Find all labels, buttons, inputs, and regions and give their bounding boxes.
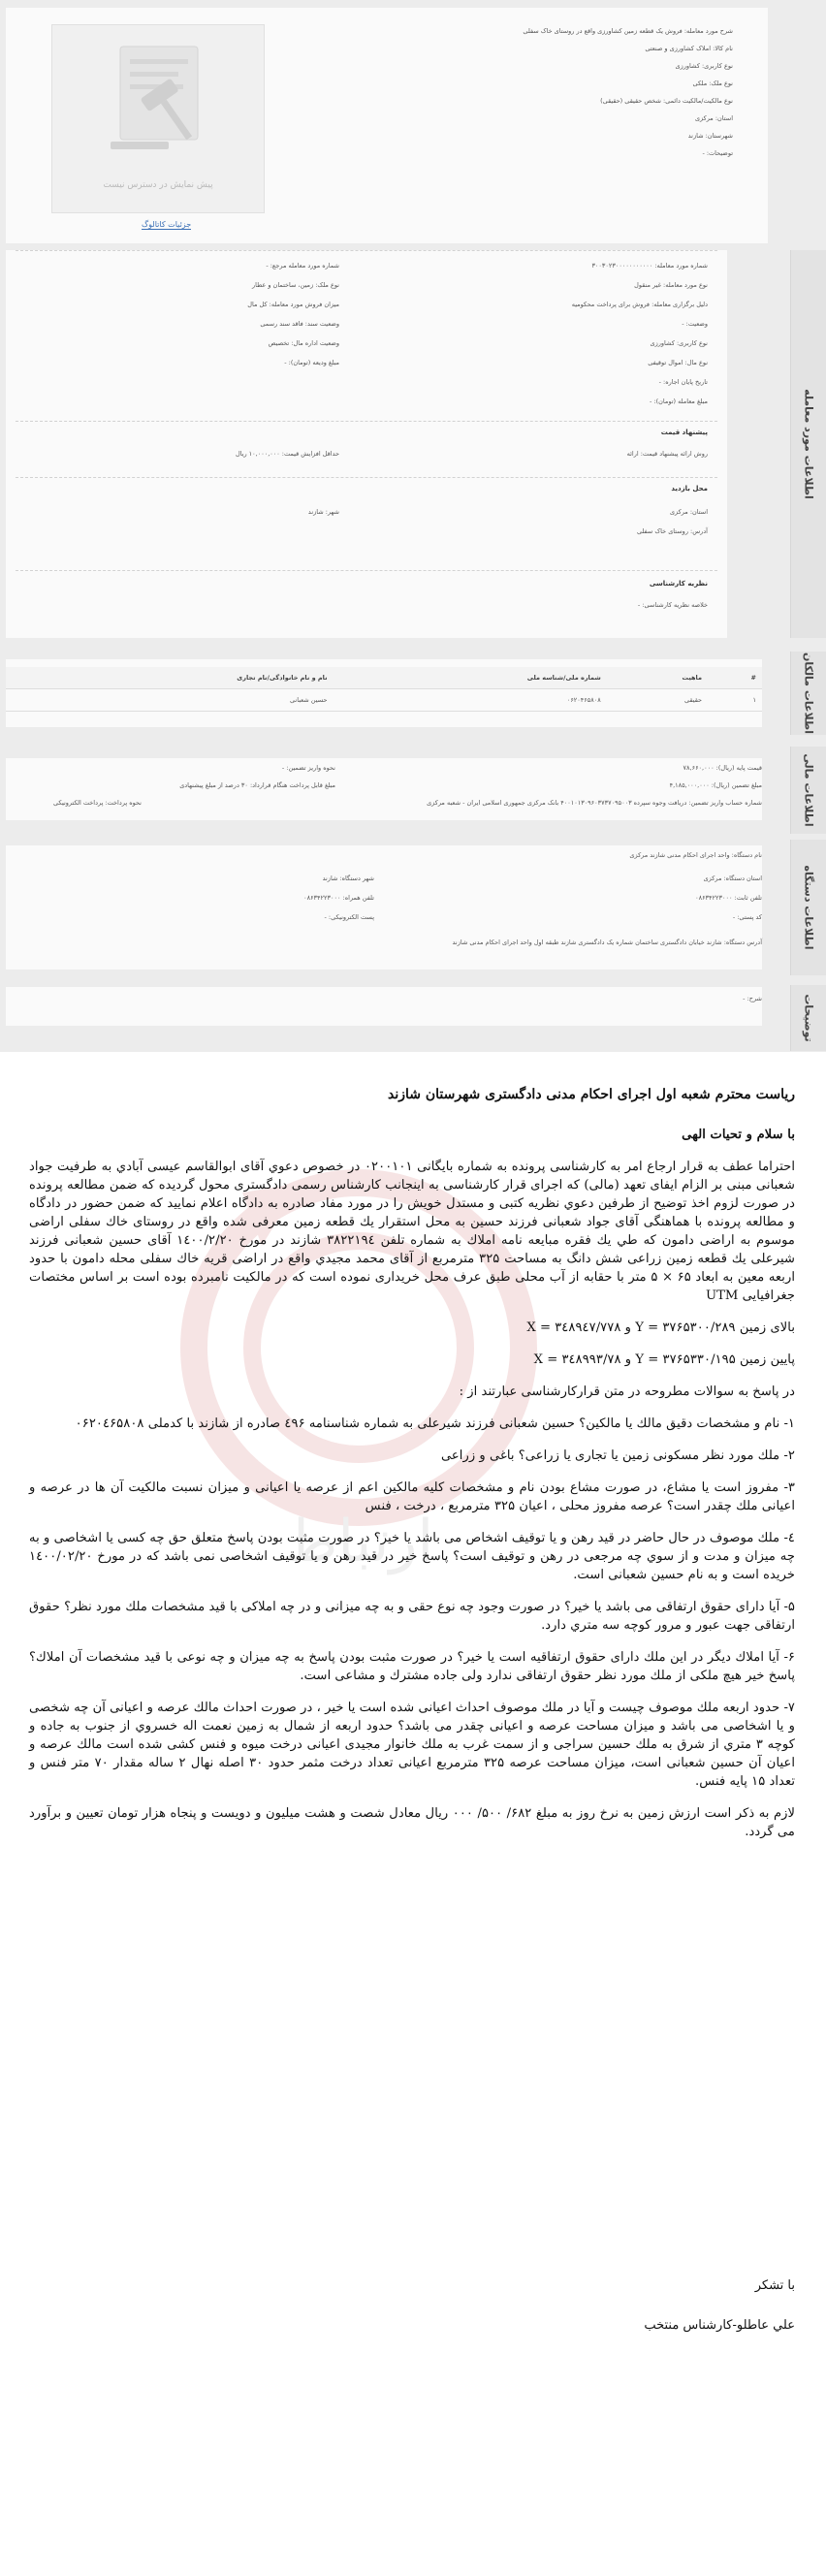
- detail-line: نوع کاربری: کشاورزی: [675, 62, 733, 70]
- detail-line: توضیحات: -: [702, 149, 733, 157]
- expert-section-title: نظریه کارشناسی: [649, 580, 708, 588]
- answer-7: ۷- حدود اربعه ملك موصوف چیست و آیا در ملك موصوف احداث اعیانی شده است یا خیر ، در صورت احداث مالك عرصه و اعیانی آن چه شخصی و یا اشخاصی می باشد و میزان مساحت عرصه و اعیانی چقدر می باشد؟ حدود اربعه از شمال به زمین نعمت اله خسروي از جنوب به جاده و کوچه ۳ متري از شرق به ملك حسین سراجی و از سمت غرب به ملك خانوار مجیدی اعیانی درخت میوه و فنس کشی شده است مالك عرصه و اعیان آن حسین شعبانی است، میزان مساحت عرصه ۳۲۵ مترمربع اعیانی تعداد درخت مثمر حدود ۳۰ اصله نهال ۲ ساله مقدار ۷۰ متر فنس و تعداد ۱۵ پایه فنس.: [29, 1701, 795, 1789]
- answer-3: ۳- مفروز است یا مشاع، در صورت مشاع بودن نام و مشخصات کلیه مالکین اعم از عرصه یا اعیانی و میزان نسبت مالکیت آن ها در عرصه و اعیانی ملك چقدر است؟ عرصه مفروز محلی ، اعیان ۳۲۵ مترمربع ، درخت ، فنس: [29, 1480, 795, 1513]
- deal-field: نوع ملک: زمین، ساختمان و عطار: [251, 281, 339, 289]
- signature-block: [29, 2278, 795, 2358]
- agency-email: پست الکترونیکی: -: [324, 913, 374, 921]
- deal-field: مبلغ ودیعه (تومان): -: [284, 359, 339, 366]
- auction-details-panel: [0, 0, 826, 1052]
- owners-col-national-id: شماره ملی/شناسه ملی: [334, 667, 607, 689]
- agency-name: نام دستگاه: واحد اجرای احکام مدنی شازند مرکزی: [629, 851, 762, 859]
- deal-field: نوع کاربری: کشاورزی: [650, 339, 708, 347]
- finance-contract-payment: مبلغ قابل پرداخت هنگام قرارداد: ۳۰ درصد از مبلغ پیشنهادی: [179, 781, 335, 789]
- tab-agency[interactable]: اطلاعات دستگاه: [790, 840, 826, 975]
- answer-1: ۱- نام و مشخصات دقیق مالك یا مالکین؟ حسین شعبانی فرزند شیرعلی به شماره شناسنامه ٤۹۶ صادره از شازند با کدملی ۰۶۲۰٤۶۵۸۰۸: [75, 1416, 795, 1431]
- tab-owners[interactable]: اطلاعات مالکان: [790, 652, 826, 735]
- agency-city: شهر دستگاه: شازند: [322, 875, 374, 882]
- owners-col-name: نام و نام خانوادگی/نام تجاری: [6, 667, 334, 689]
- agency-province: استان دستگاه: مرکزی: [703, 875, 762, 882]
- detail-line: نام کالا: املاک کشاورزی و صنعتی: [645, 45, 733, 52]
- letter-greeting: با سلام و تحیات الهی: [682, 1128, 795, 1142]
- tab-finance[interactable]: اطلاعات مالی: [790, 747, 826, 834]
- owners-col-type: ماهیت: [607, 667, 708, 689]
- coordinate-bottom: پایین زمین ۳۷۶۵۳۳۰/۱۹۵ = Y و ۳٤۸۹۹۳/۷۸ = X: [533, 1352, 795, 1367]
- deal-field: تاریخ پایان اجاره: -: [658, 378, 708, 386]
- agency-card: [6, 845, 762, 970]
- detail-line: نوع مالکیت/مالکیت دائمی: شخص حقیقی (حقیقی): [600, 97, 733, 105]
- image-unavailable-caption: پیش نمایش در دسترس نیست: [103, 180, 213, 190]
- visit-city: شهر: شازند: [307, 508, 339, 516]
- signer-name: علي عاطلو-کارشناس منتخب: [644, 2318, 795, 2333]
- visit-province: استان: مرکزی: [669, 508, 708, 516]
- owners-table: [6, 667, 762, 712]
- agency-address: آدرس دستگاه: شازند خیابان دادگستری ساختمان شماره یک دادگستری شازند طبقه اول واحد اجرای احکام مدنی شازند: [452, 938, 762, 946]
- owners-card: [6, 659, 762, 727]
- detail-line: استان: مرکزی: [694, 114, 733, 122]
- table-row: ۱ حقیقی ۰۶۲۰۴۶۵۸۰۸ حسین شعبانی: [6, 689, 762, 712]
- answers-intro: در پاسخ به سوالات مطروحه در متن قرارکارشناسی عبارتند از :: [459, 1384, 795, 1399]
- expert-file: خلاصه نظریه کارشناسی: -: [637, 601, 708, 609]
- detail-line: نوع ملک: ملکی: [692, 80, 733, 87]
- agency-mobile: تلفن همراه: ۰۸۶۳۴۲۲۳۰۰۰: [303, 894, 374, 902]
- detail-line: شرح مورد معامله: فروش یک قطعه زمین کشاورزی واقع در روستای خاک سفلی: [523, 27, 733, 35]
- tab-deal-info[interactable]: اطلاعات مورد معامله: [790, 250, 826, 638]
- notes-text: شرح: -: [743, 995, 762, 1002]
- deal-field: مبلغ معامله (تومان): -: [650, 398, 708, 405]
- deal-field: دلیل برگزاری معامله: فروش برای پرداخت محکومیه: [571, 301, 708, 308]
- letter-title: ریاست محترم شعبه اول اجرای احکام مدنی دادگستری شهرستان شازند: [387, 1087, 795, 1102]
- offer-min-increase: حداقل افزایش قیمت: ۱۰,۰۰۰,۰۰۰ ریال: [235, 450, 339, 458]
- catalog-details-button[interactable]: جزئیات کاتالوگ: [142, 220, 192, 229]
- answer-4: ٤- ملك موصوف در حال حاضر در قید رهن و یا توقیف اشخاص می باشد یا خیر؟ در صورت مثبت بودن پاسخ متعلق حق چه کسی یا اشخاصی و به چه میزان و مدت و از سوي چه مرجعی در رهن و توقیف است؟ پاسخ خیر در قید رهن و یا توقیف اشخاصی نمی باشد که در مورخ ۱٤۰۰/۰۲/۲۰ خریده است و به نام حسین شعبانی است.: [29, 1531, 795, 1582]
- image-placeholder: [51, 24, 265, 213]
- answer-6: ۶- آیا املاك دیگر در این ملك دارای حقوق ارتفاقیه است یا خیر؟ در صورت مثبت بودن پاسخ به چه میزان و چه نوعی با قید مشخصات آن املاك؟ پاسخ خیر هیچ ملکی از ملك مورد نظر حقوق ارتفاقی ندارد ولی جاده مشترك و مشاعی است.: [29, 1650, 795, 1683]
- deal-field: نوع مورد معامله: غیر منقول: [634, 281, 708, 289]
- deal-field: وضعیت سند: فاقد سند رسمی: [260, 320, 339, 328]
- svg-text:ارتباط: ارتباط: [283, 1508, 434, 1575]
- answer-2: ۲- ملك مورد نظر مسکونی زمین یا تجاری یا زراعی؟ باغی و زراعی: [440, 1448, 795, 1463]
- visit-section-title: محل بازدید: [671, 485, 708, 493]
- coordinate-top: بالای زمین ۳۷۶۵۳۰۰/۲۸۹ = Y و ۳٤۸۹٤۷/۷۷۸ = X: [526, 1320, 795, 1335]
- deal-field: شماره مورد معامله: ۳۰۰۳۰۲۳۰۰۰۰۰۰۰۰۰۰۰: [591, 262, 708, 270]
- visit-address: آدرس: روستای خاک سفلی: [636, 527, 708, 535]
- expert-report-letter: [29, 1086, 795, 1855]
- deal-info-card: [6, 250, 727, 638]
- owners-col-index: #: [708, 667, 762, 689]
- agency-postal-code: کد پستی: -: [732, 913, 762, 921]
- valuation-conclusion: لازم به ذکر است ارزش زمین به نرخ روز به مبلغ ۶۸۲/ ۵۰۰/ ۰۰۰ ریال معادل شصت و هشت میلیون و دویست و پنجاه هزار تومان تعیین و برآورد می گردد.: [29, 1806, 796, 1839]
- offer-section-title: پیشنهاد قیمت: [660, 429, 708, 436]
- detail-line: شهرستان: شازند: [687, 132, 733, 140]
- tab-notes[interactable]: توضیحات: [790, 985, 826, 1051]
- finance-base-price: قیمت پایه (ریال): ۷۸,۶۶۰,۰۰۰: [683, 764, 762, 772]
- deal-field: وضعیت: -: [682, 320, 708, 328]
- deal-field: شماره مورد معامله مرجع: -: [266, 262, 339, 270]
- finance-account: شماره حساب واریز تضمین: دریافت وجوه سپرده ۴۰۰۱۰۱۳۰۹۶۰۳۷۳۷۰۹۵۰۰۳ بانک مرکزی جمهوری اسلامی ایران - شعبه مرکزی: [427, 799, 762, 807]
- finance-payment-method: نحوه پرداخت: پرداخت الکترونیکی: [53, 799, 142, 807]
- finance-card: [6, 758, 762, 820]
- letter-intro: احتراما عطف به قرار ارجاع امر به کارشناسی پرونده به شماره بایگانی ۰۲۰۰۱۰۱ در خصوص دعوي آقای ابوالقاسم عیسی آبادي به طرفیت جواد شعبانی مبنی بر الزام ایفای تعهد (مالی) که اجرای قرار کارشناسی به اینجانب کارشناس رسمی دادگستری محول گردیده که ضمن مطالعه پرونده در صورت لزوم اخذ توضیح از طرفین دعوي نظریه کتبی و مستدل خویش را در مورد مفاد صادره به دادگاه اعلام نمایید که ضمن حضور در دادگاه و مطالعه پرونده با هماهنگی آقای جواد شعبانی فرزند حسین به محل استقرار یك قطعه زمین معرفی شده واقع در روستای خاك سفلی اراضی موسوم به اراضی دامون که طي یك فقره مبایعه نامه املاك به شماره تلفن ۳۸۲۲۱۹٤ شازند در مورخ ۱٤۰۰/۲/۲۰ آقای حسین شعبانی فرزند شیرعلی یك قطعه زمین زراعی شش دانگ به مساحت ۳۲۵ مترمربع از آقای محمد مجیدي واقع در اراضی قریه خاك سفلی محله دامون با حدود اربعه معین به ابعاد ۶۵ × ۵ متر با حقابه از آب محلی طبق عرف محل خریداری نموده است که در مالکیت نامبرده بوده است بر اساس مختصات جغرافیایی UTM: [29, 1160, 795, 1303]
- deal-field: میزان فروش مورد معامله: کل مال: [247, 301, 339, 308]
- thanks-text: با تشکر: [754, 2278, 795, 2293]
- deal-field: وضعیت اداره مال: تخصیص: [268, 339, 339, 347]
- finance-deposit-method: نحوه واریز تضمین: -: [281, 764, 335, 772]
- owners-header-row: [6, 667, 762, 689]
- gavel-icon: [52, 25, 264, 171]
- agency-phone: تلفن ثابت: ۰۸۶۳۴۲۲۳۰۰۰: [695, 894, 762, 902]
- notes-card: [6, 987, 762, 1026]
- finance-deposit-amount: مبلغ تضمین (ریال): ۴,۱۸۵,۰۰۰,۰۰۰: [669, 781, 762, 789]
- offer-method: روش ارائه پیشنهاد قیمت: ارائه: [626, 450, 708, 458]
- deal-field: نوع مال: اموال توقیفی: [648, 359, 708, 366]
- answer-5: ۵- آیا دارای حقوق ارتفاقی می باشد یا خیر؟ در صورت وجود چه نوع حقی و به چه میزانی و در چه املاکی با قید مشخصات ملك مورد نظر؟ حقوق ارتفاقی جهت عبور و مرور کوچه سه متري دارد.: [29, 1600, 795, 1633]
